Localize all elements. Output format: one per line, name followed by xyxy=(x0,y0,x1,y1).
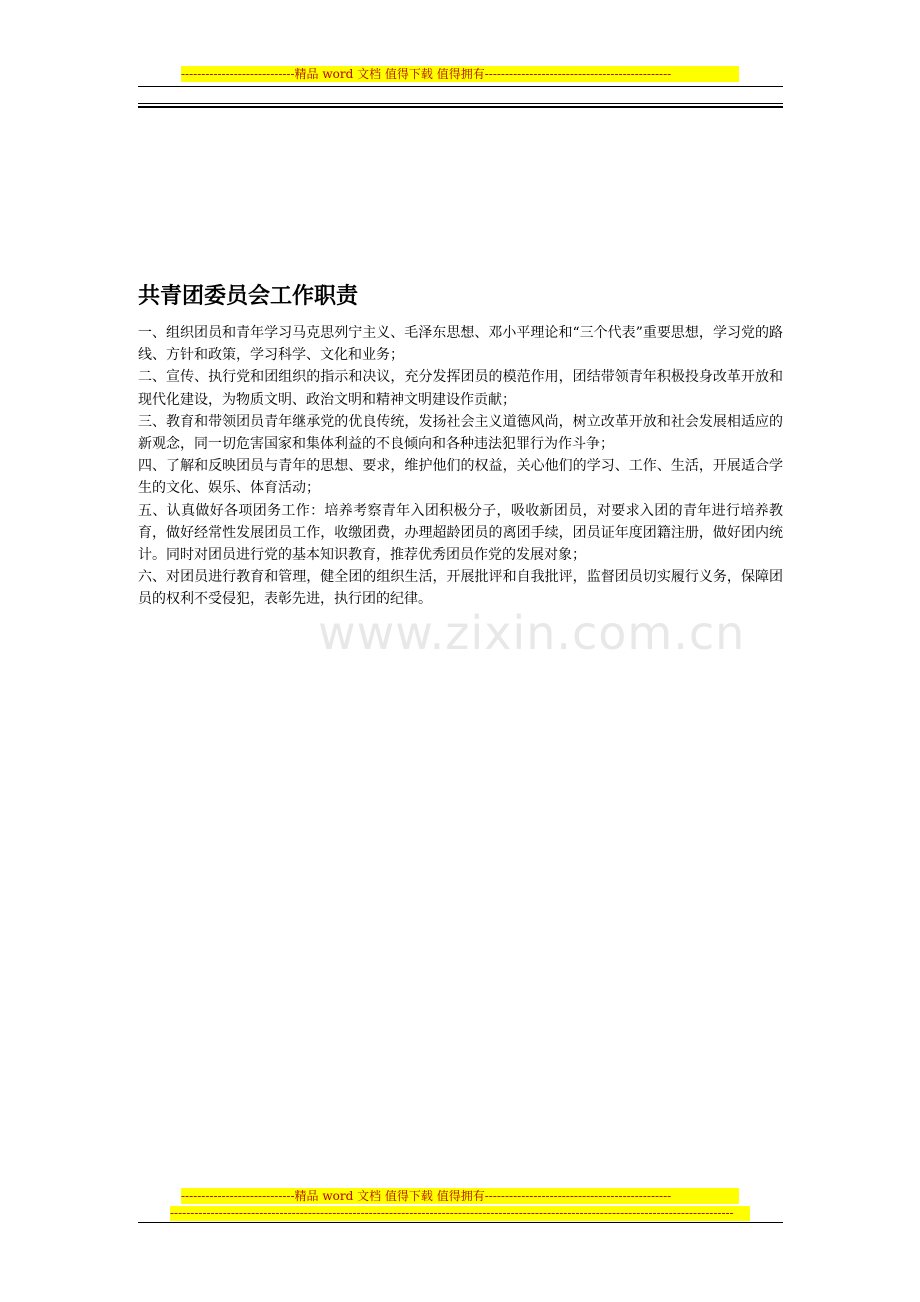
footer-dash-line: ------------------------------------------------------------------------------------------------------------------------------------------- xyxy=(170,1206,750,1221)
document-body xyxy=(138,322,783,611)
header-rule-top xyxy=(138,86,783,87)
footer-rule xyxy=(138,1222,783,1223)
paragraph-6: 六、对团员进行教育和管理，健全团的组织生活，开展批评和自我批评，监督团员切实履行义务，保障团员的权利不受侵犯，表彰先进，执行团的纪律。 xyxy=(138,569,783,608)
paragraph-5: 五、认真做好各项团务工作：培养考察青年入团积极分子，吸收新团员，对要求入团的青年进行培养教育，做好经常性发展团员工作，收缴团费，办理超龄团员的离团手续，团员证年度团籍注册，做好团内统计。同时对团员进行党的基本知识教育，推荐优秀团员作党的发展对象； xyxy=(138,502,783,564)
footer-banner: ----------------------------精品 word 文档 值得下载 值得拥有---------------------------------------------- xyxy=(181,1188,739,1204)
paragraph-2: 二、宣传、执行党和团组织的指示和决议，充分发挥团员的模范作用，团结带领青年积极投身改革开放和现代化建设，为物质文明、政治文明和精神文明建设作贡献； xyxy=(138,369,783,408)
watermark: www.zixin.com.cn xyxy=(318,606,746,660)
paragraph-4: 四、了解和反映团员与青年的思想、要求，维护他们的权益，关心他们的学习、工作、生活，开展适合学生的文化、娱乐、体育活动； xyxy=(138,458,783,497)
header-rule-double-lower xyxy=(138,106,783,108)
paragraph-3: 三、教育和带领团员青年继承党的优良传统，发扬社会主义道德风尚，树立改革开放和社会发展相适应的新观念，同一切危害国家和集体利益的不良倾向和各种违法犯罪行为作斗争； xyxy=(138,413,783,453)
paragraph-1: 一、组织团员和青年学习马克思列宁主义、毛泽东思想、邓小平理论和“三个代表”重要思想，学习党的路线、方针和政策，学习科学、文化和业务； xyxy=(138,325,783,364)
header-rule-double-upper xyxy=(138,103,783,104)
header-banner: ----------------------------精品 word 文档 值得下载 值得拥有---------------------------------------------- xyxy=(181,66,739,82)
document-title: 共青团委员会工作职责 xyxy=(138,284,359,309)
